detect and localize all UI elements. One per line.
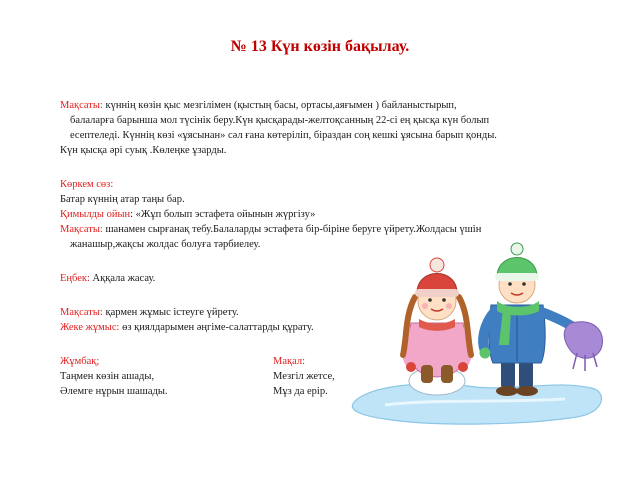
riddle-line: Таңмен көзін ашады, [60, 371, 155, 382]
labor-goal-label: Мақсаты: [60, 307, 103, 318]
page-title: № 13 Күн көзін бақылау. [230, 38, 410, 55]
proverb-label: Мақал: [273, 356, 306, 367]
game-text: : «Жұп болып эстафета ойынын жүргізу» [130, 209, 316, 220]
art-word-text: Батар күннің атар таңы бар. [60, 194, 185, 205]
girl-figure [403, 258, 471, 395]
individual-text: өз қиялдарымен әңгіме-салаттарды құрату. [119, 322, 314, 333]
labor-text: Аққала жасау. [89, 273, 156, 284]
riddle-label: Жұмбақ; [60, 356, 100, 367]
goal-text: күннің көзін қыс мезгілімен (қыстың басы, ортасы,аяғымен ) байланыстырып, балаларға барынша мол түсінік беру.Күн қысқарады-желтоқсанның 22-сі ең қысқа күн болып есептеледі. Күннің көзі «ұясынан» сәл ғана көтеріліп, біраздан соң кешкі ұясына барып қонды. [70, 100, 497, 141]
kids-in-winter-clothes-illustration [345, 205, 610, 427]
game-goal-text: шанамен сырғанақ тебу.Балаларды эстафета бір-біріне беруге үйрету.Жолдасы үшін жанашыр,жақсы жолдас болуға тәрбиелеу. [70, 224, 482, 250]
goal-line2: Күн қысқа әрі суық .Көлеңке ұзарды. [60, 145, 227, 156]
game-label: Қимылды ойын [60, 209, 131, 220]
riddle-line: Әлемге нұрын шашады. [60, 386, 168, 397]
proverb-line: Мезгіл жетсе, [273, 371, 335, 382]
proverb-line: Мұз да ерір. [273, 386, 328, 397]
purple-bag-icon [564, 322, 602, 371]
goal-label: Мақсаты: [60, 100, 103, 111]
individual-label: Жеке жұмыс: [60, 322, 120, 333]
labor-label: Еңбек: [60, 273, 90, 284]
game-goal-label: Мақсаты: [60, 224, 103, 235]
goal-paragraph [60, 98, 500, 143]
art-word-label: Көркем сөз: [60, 179, 114, 190]
snow-ground-icon [352, 384, 601, 424]
boy-figure [480, 243, 574, 396]
labor-goal-text: қармен жұмыс істеуге үйрету. [102, 307, 239, 318]
